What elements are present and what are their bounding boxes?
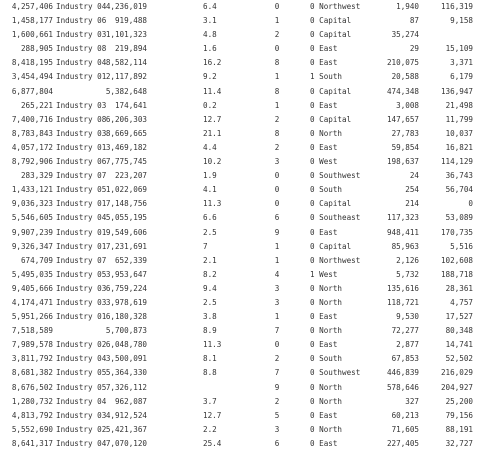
cell-industry: Industry 04 [56, 396, 107, 406]
cell-rate: 7 [203, 241, 208, 251]
cell-flag-region: 0 North [310, 326, 343, 336]
cell-value-1: 283,329 [20, 171, 53, 181]
cell-rate: 3.7 [203, 396, 217, 406]
cell-count: 3 [274, 424, 280, 434]
cell-count: 5 [274, 410, 280, 420]
cell-value-2: 5,364,330 [105, 368, 147, 378]
cell-count: 2 [274, 30, 280, 40]
cell-industry: Industry 08 [56, 114, 107, 124]
cell-value-3: 27,783 [391, 128, 419, 138]
cell-count: 0 [274, 340, 280, 350]
cell-value-2: 7,775,745 [105, 157, 147, 167]
cell-value-2: 8,582,114 [105, 58, 147, 68]
cell-industry: Industry 01 [56, 312, 107, 322]
cell-value-3: 60,213 [391, 410, 419, 420]
cell-value-2: 4,912,524 [105, 410, 147, 420]
cell-industry: Industry 08 [56, 44, 107, 54]
table-row [0, 42, 501, 56]
cell-industry: Industry 04 [56, 58, 107, 68]
cell-industry: Industry 03 [56, 283, 107, 293]
cell-value-3: 474,348 [386, 86, 419, 96]
cell-flag-region: 1 South [310, 72, 343, 82]
cell-flag-region: 0 Northwest [310, 2, 361, 11]
cell-value-1: 7,989,578 [11, 340, 53, 350]
cell-industry: Industry 03 [56, 297, 107, 307]
table-row [0, 197, 501, 211]
cell-value-4: 56,704 [445, 185, 473, 195]
cell-value-1: 9,907,239 [11, 227, 53, 237]
cell-rate: 12.7 [203, 114, 222, 124]
table-row [0, 352, 501, 366]
cell-industry: Industry 01 [56, 72, 107, 82]
table-row [0, 254, 501, 268]
cell-value-2: 5,382,648 [105, 86, 147, 96]
cell-flag-region: 0 Capital [310, 114, 352, 124]
cell-value-1: 8,418,195 [11, 58, 53, 68]
cell-value-3: 59,854 [391, 142, 419, 152]
cell-rate: 1.9 [203, 171, 217, 181]
cell-rate: 1.6 [203, 44, 217, 54]
cell-value-1: 5,546,605 [11, 213, 53, 223]
cell-industry: Industry 01 [56, 199, 107, 209]
cell-value-4: 53,089 [445, 213, 473, 223]
cell-rate: 2.2 [203, 424, 217, 434]
table-row [0, 324, 501, 338]
cell-rate: 2.5 [203, 227, 217, 237]
cell-flag-region: 0 East [310, 410, 338, 420]
cell-value-4: 16,821 [445, 142, 473, 152]
cell-value-3: 9,530 [396, 312, 419, 322]
cell-value-4: 116,319 [440, 2, 473, 11]
cell-value-1: 8,783,843 [11, 128, 53, 138]
cell-value-4: 15,109 [445, 44, 473, 54]
cell-flag-region: 0 Capital [310, 30, 352, 40]
cell-value-2: 919,488 [114, 16, 147, 26]
table-row [0, 141, 501, 155]
cell-value-1: 5,951,266 [11, 312, 53, 322]
cell-value-4: 6,179 [450, 72, 473, 82]
cell-value-2: 6,759,224 [105, 283, 147, 293]
cell-value-3: 210,075 [386, 58, 419, 68]
table-row [0, 395, 501, 409]
cell-rate: 16.2 [203, 58, 222, 68]
table-row [0, 211, 501, 225]
cell-value-4: 14,741 [445, 340, 473, 350]
cell-rate: 8.9 [203, 326, 217, 336]
cell-value-2: 6,048,780 [105, 340, 147, 350]
cell-industry: Industry 01 [56, 241, 107, 251]
cell-flag-region: 0 North [310, 297, 343, 307]
cell-value-3: 147,657 [386, 114, 419, 124]
cell-count: 2 [274, 142, 280, 152]
cell-value-4: 170,735 [440, 227, 473, 237]
cell-flag-region: 0 South [310, 354, 343, 364]
cell-value-4: 4,757 [450, 297, 473, 307]
cell-flag-region: 0 West [310, 157, 338, 167]
cell-value-3: 214 [405, 199, 419, 209]
cell-industry: Industry 06 [56, 16, 107, 26]
cell-rate: 2.5 [203, 297, 217, 307]
table-row [0, 268, 501, 282]
cell-value-1: 8,641,317 [11, 438, 53, 448]
cell-flag-region: 0 Capital [310, 16, 352, 26]
cell-value-3: 67,853 [391, 354, 419, 364]
table-row [0, 310, 501, 324]
cell-value-4: 32,727 [445, 438, 473, 448]
cell-value-3: 35,274 [391, 30, 419, 40]
cell-flag-region: 0 East [310, 100, 338, 110]
cell-count: 1 [274, 241, 280, 251]
cell-value-3: 71,605 [391, 424, 419, 434]
cell-value-4: 80,348 [445, 326, 473, 336]
table-row [0, 282, 501, 296]
cell-value-2: 962,087 [114, 396, 147, 406]
cell-value-3: 72,277 [391, 326, 419, 336]
cell-value-1: 4,813,792 [11, 410, 53, 420]
cell-count: 2 [274, 396, 280, 406]
cell-value-4: 3,371 [450, 58, 473, 68]
cell-value-1: 6,877,804 [11, 86, 53, 96]
cell-value-2: 3,978,619 [105, 297, 147, 307]
cell-flag-region: 0 East [310, 340, 338, 350]
table-row [0, 127, 501, 141]
cell-value-2: 652,339 [114, 255, 147, 265]
cell-count: 0 [274, 44, 280, 54]
cell-value-2: 3,500,091 [105, 354, 147, 364]
cell-industry: Industry 03 [56, 100, 107, 110]
cell-value-1: 4,174,471 [11, 297, 53, 307]
cell-value-1: 288,905 [20, 44, 53, 54]
cell-flag-region: 0 Southwest [310, 171, 361, 181]
cell-value-1: 8,676,502 [11, 382, 53, 392]
cell-flag-region: 0 East [310, 142, 338, 152]
cell-value-3: 24 [409, 171, 419, 181]
table-row [0, 338, 501, 352]
cell-value-1: 4,257,406 [11, 2, 53, 11]
cell-rate: 4.8 [203, 30, 217, 40]
cell-industry: Industry 01 [56, 227, 107, 237]
cell-count: 2 [274, 114, 280, 124]
cell-value-4: 28,361 [445, 283, 473, 293]
cell-value-1: 3,811,792 [11, 354, 53, 364]
cell-rate: 21.1 [203, 128, 222, 138]
cell-value-4: 17,527 [445, 312, 473, 322]
cell-rate: 9.2 [203, 72, 217, 82]
cell-value-1: 7,400,716 [11, 114, 53, 124]
cell-rate: 8.1 [203, 354, 217, 364]
cell-count: 1 [274, 100, 280, 110]
cell-industry: Industry 05 [56, 269, 107, 279]
cell-count: 1 [274, 16, 280, 26]
cell-rate: 2.1 [203, 255, 217, 265]
cell-value-4: 102,608 [440, 255, 473, 265]
cell-flag-region: 0 North [310, 424, 343, 434]
cell-rate: 4.1 [203, 185, 217, 195]
cell-value-4: 9,158 [450, 16, 473, 26]
cell-value-1: 1,433,121 [11, 185, 53, 195]
cell-count: 0 [274, 199, 280, 209]
cell-industry: Industry 07 [56, 255, 107, 265]
cell-industry: Industry 04 [56, 2, 107, 11]
cell-industry: Industry 05 [56, 185, 107, 195]
cell-value-4: 204,927 [440, 382, 473, 392]
cell-value-2: 4,236,019 [105, 2, 147, 11]
table-row [0, 296, 501, 310]
cell-value-2: 5,700,873 [105, 326, 147, 336]
cell-value-3: 5,732 [396, 269, 419, 279]
cell-count: 9 [274, 227, 280, 237]
cell-industry: Industry 07 [56, 171, 107, 181]
cell-count: 1 [274, 255, 280, 265]
cell-industry: Industry 01 [56, 142, 107, 152]
cell-value-3: 2,877 [396, 340, 419, 350]
table-row [0, 113, 501, 127]
cell-value-2: 223,207 [114, 171, 147, 181]
cell-flag-region: 0 East [310, 312, 338, 322]
cell-count: 8 [274, 128, 280, 138]
cell-industry: Industry 05 [56, 382, 107, 392]
cell-flag-region: 1 West [310, 269, 338, 279]
cell-flag-region: 0 North [310, 283, 343, 293]
cell-value-3: 135,616 [386, 283, 419, 293]
cell-value-1: 9,326,347 [11, 241, 53, 251]
cell-value-4: 79,156 [445, 410, 473, 420]
cell-count: 0 [274, 171, 280, 181]
cell-flag-region: 0 North [310, 128, 343, 138]
cell-flag-region: 0 Southwest [310, 368, 361, 378]
cell-value-1: 8,681,382 [11, 368, 53, 378]
cell-value-1: 1,280,732 [11, 396, 53, 406]
cell-value-2: 9,549,606 [105, 227, 147, 237]
cell-value-3: 578,646 [386, 382, 419, 392]
cell-value-3: 948,411 [386, 227, 419, 237]
cell-value-3: 2,126 [396, 255, 419, 265]
table-row [0, 423, 501, 437]
cell-count: 1 [274, 312, 280, 322]
cell-value-3: 327 [405, 396, 419, 406]
cell-rate: 3.1 [203, 16, 217, 26]
cell-value-2: 8,669,665 [105, 128, 147, 138]
cell-flag-region: 0 East [310, 227, 338, 237]
cell-value-1: 4,057,172 [11, 142, 53, 152]
cell-value-1: 5,552,690 [11, 424, 53, 434]
cell-rate: 3.8 [203, 312, 217, 322]
cell-count: 1 [274, 72, 280, 82]
table-row [0, 85, 501, 99]
cell-value-4: 88,191 [445, 424, 473, 434]
cell-rate: 9.4 [203, 283, 217, 293]
cell-value-1: 8,792,906 [11, 157, 53, 167]
cell-value-3: 227,405 [386, 438, 419, 448]
cell-count: 4 [274, 269, 280, 279]
cell-value-3: 85,963 [391, 241, 419, 251]
cell-flag-region: 0 South [310, 185, 343, 195]
table-row [0, 14, 501, 28]
cell-value-3: 29 [409, 44, 419, 54]
cell-rate: 6.4 [203, 2, 217, 11]
cell-industry: Industry 04 [56, 213, 107, 223]
cell-value-1: 9,036,323 [11, 199, 53, 209]
cell-value-4: 0 [468, 199, 473, 209]
cell-value-3: 254 [405, 185, 419, 195]
cell-value-4: 52,502 [445, 354, 473, 364]
cell-rate: 6.6 [203, 213, 217, 223]
cell-value-2: 7,070,120 [105, 438, 147, 448]
table-row [0, 155, 501, 169]
cell-industry: Industry 04 [56, 354, 107, 364]
cell-value-4: 10,037 [445, 128, 473, 138]
cell-flag-region: 0 East [310, 44, 338, 54]
table-row [0, 0, 501, 14]
cell-value-3: 3,008 [396, 100, 419, 110]
cell-rate: 11.3 [203, 340, 222, 350]
table-row [0, 366, 501, 380]
table-row [0, 381, 501, 395]
cell-count: 8 [274, 58, 280, 68]
cell-flag-region: 0 Capital [310, 86, 352, 96]
cell-value-1: 674,709 [20, 255, 53, 265]
cell-value-1: 9,405,666 [11, 283, 53, 293]
cell-industry: Industry 04 [56, 438, 107, 448]
cell-value-3: 1,940 [396, 2, 419, 11]
cell-flag-region: 0 Capital [310, 199, 352, 209]
cell-value-4: 21,498 [445, 100, 473, 110]
table-row [0, 240, 501, 254]
cell-industry: Industry 03 [56, 128, 107, 138]
table-row [0, 226, 501, 240]
cell-value-3: 87 [409, 16, 419, 26]
cell-count: 3 [274, 283, 280, 293]
cell-industry: Industry 06 [56, 157, 107, 167]
cell-count: 3 [274, 157, 280, 167]
cell-count: 8 [274, 86, 280, 96]
cell-value-2: 174,641 [114, 100, 147, 110]
cell-value-4: 36,743 [445, 171, 473, 181]
cell-value-2: 7,326,112 [105, 382, 147, 392]
cell-industry: Industry 05 [56, 368, 107, 378]
cell-rate: 8.8 [203, 368, 217, 378]
cell-rate: 25.4 [203, 438, 222, 448]
cell-rate: 8.2 [203, 269, 217, 279]
cell-rate: 0.2 [203, 100, 217, 110]
cell-flag-region: 0 Northwest [310, 255, 361, 265]
cell-value-2: 1,022,069 [105, 185, 147, 195]
cell-value-2: 7,231,691 [105, 241, 147, 251]
table-row [0, 99, 501, 113]
cell-count: 2 [274, 354, 280, 364]
cell-count: 0 [274, 2, 280, 11]
cell-value-1: 7,518,589 [11, 326, 53, 336]
cell-rate: 12.7 [203, 410, 222, 420]
cell-value-1: 265,221 [20, 100, 53, 110]
cell-value-2: 3,953,647 [105, 269, 147, 279]
cell-flag-region: 0 North [310, 396, 343, 406]
cell-value-4: 188,718 [440, 269, 473, 279]
table-row [0, 437, 501, 451]
table-row [0, 28, 501, 42]
cell-value-2: 7,148,756 [105, 199, 147, 209]
cell-rate: 11.4 [203, 86, 222, 96]
table-row [0, 70, 501, 84]
cell-industry: Industry 02 [56, 424, 107, 434]
cell-value-2: 5,055,195 [105, 213, 147, 223]
cell-value-2: 1,101,323 [105, 30, 147, 40]
cell-count: 0 [274, 185, 280, 195]
cell-flag-region: 0 North [310, 382, 343, 392]
cell-value-4: 114,129 [440, 157, 473, 167]
cell-flag-region: 0 Southeast [310, 213, 361, 223]
cell-value-1: 1,458,177 [11, 16, 53, 26]
cell-industry: Industry 02 [56, 340, 107, 350]
cell-value-2: 5,421,367 [105, 424, 147, 434]
cell-flag-region: 0 East [310, 58, 338, 68]
cell-count: 6 [274, 438, 280, 448]
table-row [0, 56, 501, 70]
cell-industry: Industry 03 [56, 30, 107, 40]
cell-rate: 4.4 [203, 142, 217, 152]
table-row [0, 183, 501, 197]
cell-value-2: 2,117,892 [105, 72, 147, 82]
cell-value-2: 3,469,182 [105, 142, 147, 152]
cell-count: 3 [274, 297, 280, 307]
cell-value-3: 20,588 [391, 72, 419, 82]
cell-value-1: 1,600,661 [11, 30, 53, 40]
cell-rate: 11.3 [203, 199, 222, 209]
cell-count: 9 [274, 382, 280, 392]
cell-value-3: 446,839 [386, 368, 419, 378]
cell-value-1: 5,495,035 [11, 269, 53, 279]
cell-value-4: 136,947 [440, 86, 473, 96]
cell-flag-region: 0 East [310, 438, 338, 448]
cell-value-2: 219,894 [114, 44, 147, 54]
cell-value-4: 5,516 [450, 241, 473, 251]
cell-value-3: 118,721 [386, 297, 419, 307]
cell-count: 6 [274, 213, 280, 223]
cell-count: 7 [274, 326, 280, 336]
cell-value-2: 6,180,328 [105, 312, 147, 322]
cell-value-3: 117,323 [386, 213, 419, 223]
cell-value-2: 6,206,303 [105, 114, 147, 124]
cell-rate: 10.2 [203, 157, 222, 167]
table-row [0, 409, 501, 423]
cell-flag-region: 0 Capital [310, 241, 352, 251]
cell-value-4: 216,029 [440, 368, 473, 378]
cell-value-4: 25,200 [445, 396, 473, 406]
cell-value-3: 198,637 [386, 157, 419, 167]
table-row [0, 169, 501, 183]
cell-industry: Industry 03 [56, 410, 107, 420]
cell-value-4: 11,799 [445, 114, 473, 124]
cell-count: 7 [274, 368, 280, 378]
cell-value-1: 3,454,494 [11, 72, 53, 82]
